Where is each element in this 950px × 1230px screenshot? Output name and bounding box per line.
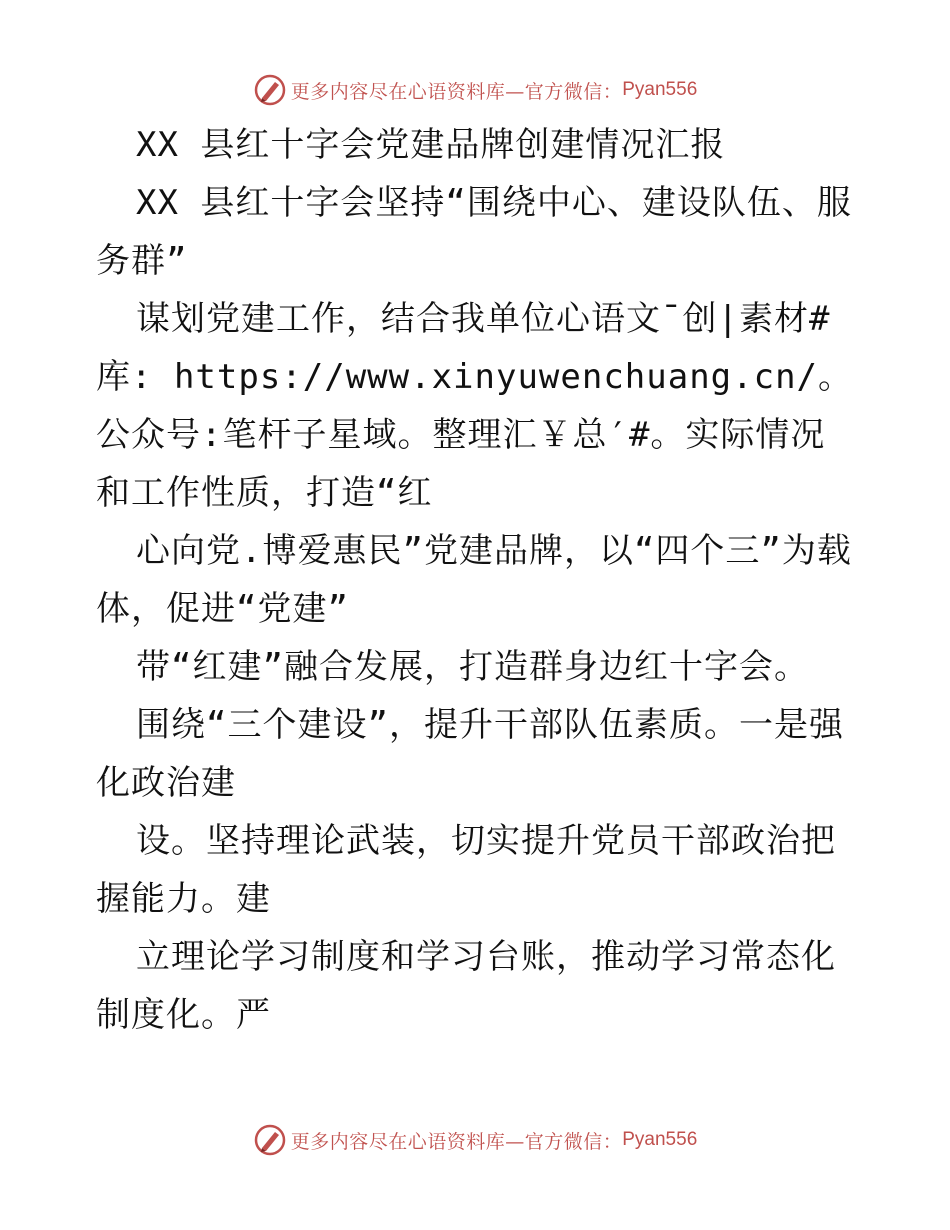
- header-watermark-text: 更多内容尽在心语资料库—官方微信：: [290, 80, 623, 103]
- footer-watermark: [0, 1120, 950, 1160]
- paragraph-1: XX 县红十字会坚持“围绕中心、建设队伍、服务群”: [96, 183, 852, 281]
- header-watermark-handle: Pyan556: [622, 79, 698, 100]
- footer-watermark-text: 更多内容尽在心语资料库—官方微信：: [290, 1130, 623, 1153]
- paragraph-5: 围绕“三个建设”，提升干部队伍素质。一是强化政治建: [96, 705, 844, 803]
- document-title: XX 县红十字会党建品牌创建情况汇报: [136, 125, 726, 165]
- paragraph-2: 谋划党建工作，结合我单位心语文¯创|素材#库: https://www.xinyuwenchuang.cn/。公众号:笔杆子星域。整理汇￥总′#。实际情况和工作性质，打造“红: [96, 299, 854, 513]
- header-watermark: [0, 70, 950, 110]
- document-body: [96, 116, 856, 1044]
- paragraph-4: 带“红建”融合发展，打造群身边红十字会。: [136, 647, 809, 687]
- paragraph-3: 心向党.博爱惠民”党建品牌，以“四个三”为载体，促进“党建”: [96, 531, 852, 629]
- footer-watermark-handle: Pyan556: [622, 1129, 698, 1150]
- red-pen-logo-icon: [253, 73, 287, 107]
- paragraph-7: 立理论学习制度和学习台账，推动学习常态化制度化。严: [96, 937, 836, 1035]
- paragraph-6: 设。坚持理论武装，切实提升党员干部政治把握能力。建: [96, 821, 836, 919]
- red-pen-logo-icon: [253, 1123, 287, 1157]
